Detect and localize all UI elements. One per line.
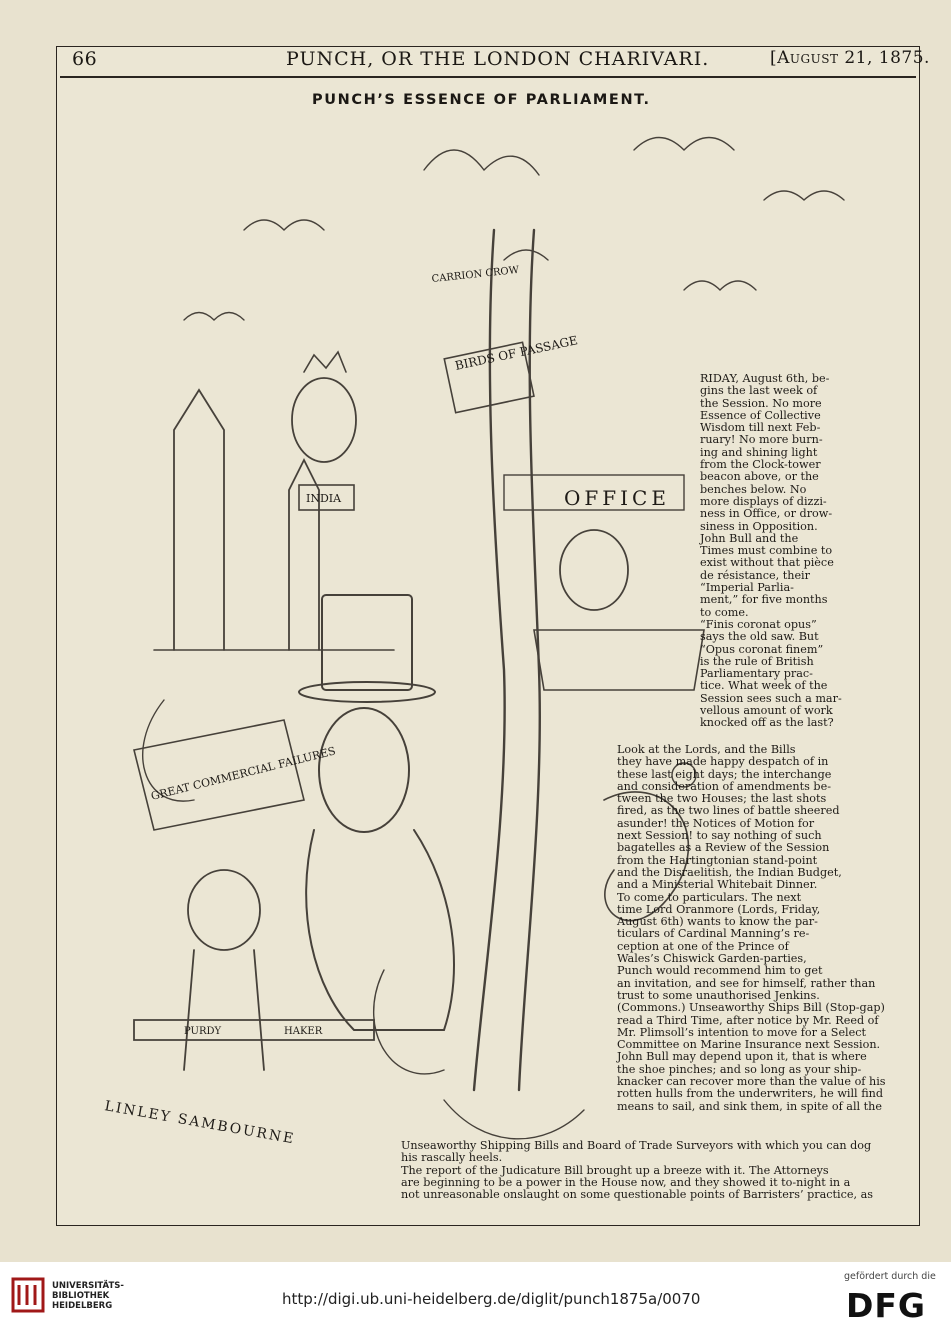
library-name: UNIVERSITÄTS- BIBLIOTHEK HEIDELBERG <box>52 1281 124 1311</box>
text-line: John Bull and the <box>700 531 799 545</box>
text-line: and consideration of amendments be- <box>617 779 831 793</box>
text-line: means to sail, and sink them, in spite of all the <box>617 1099 882 1113</box>
text-line: Mr. Plimsoll’s intention to move for a Select <box>617 1025 867 1039</box>
text-line: John Bull may depend upon it, that is where <box>617 1050 867 1064</box>
text-line: Look at the Lords, and the Bills <box>617 743 796 756</box>
article-headline: PUNCH’S ESSENCE OF PARLIAMENT. <box>312 92 651 108</box>
text-line: knacker can recover more than the value of his <box>617 1075 886 1089</box>
text-line: says the old saw. But <box>700 630 819 644</box>
text-line: “Finis coronat opus” <box>700 617 817 631</box>
text-line: bagatelles as a Review of the Session <box>617 841 830 855</box>
text-line: Unseaworthy Shipping Bills and Board of Trade Surveyors with which you can dog <box>401 1139 872 1152</box>
text-line: benches below. No <box>700 482 807 496</box>
text-line: asunder! the Notices of Motion for <box>617 816 815 830</box>
text-line: Times must combine to <box>700 544 833 558</box>
text-line: rotten hulls from the underwriters, he will find <box>617 1087 884 1101</box>
text-line: siness in Opposition. <box>700 519 818 533</box>
text-line: his rascally heels. <box>401 1151 503 1165</box>
label-carrion-crow: CARRION CROW <box>431 264 520 285</box>
artist-signature: LINLEY SAMBOURNE <box>103 1098 297 1148</box>
text-line: gins the last week of <box>700 384 818 398</box>
text-line: ception at one of the Prince of <box>617 939 789 953</box>
text-line: read a Third Time, after notice by Mr. Reed of <box>617 1013 879 1027</box>
text-column-bottom <box>401 1140 921 1201</box>
text-line: they have made happy despatch of in <box>617 755 829 769</box>
label-india: INDIA <box>306 492 342 505</box>
text-line: from the Clock-tower <box>700 458 821 472</box>
text-line: an invitation, and see for himself, rather than <box>617 976 876 990</box>
text-line: (Commons.) Unseaworthy Ships Bill (Stop-gap) <box>617 1001 885 1015</box>
text-column-right <box>700 373 914 730</box>
text-line: vellous amount of work <box>700 704 833 718</box>
label-birds-of-passage: BIRDS OF PASSAGE <box>453 333 579 373</box>
text-line: to come. <box>700 605 749 619</box>
library-seal-icon <box>11 1277 45 1313</box>
text-line: August 6th) wants to know the par- <box>617 915 818 929</box>
label-failures: GREAT COMMERCIAL FAILURES <box>149 744 337 803</box>
text-line: the Session. No more <box>700 396 822 410</box>
text-line: de résistance, their <box>700 568 810 582</box>
text-line: are beginning to be a power in the House now, and they showed it to-night in a <box>401 1175 851 1189</box>
text-line: trust to some unauthorised Jenkins. <box>617 988 820 1002</box>
text-line: next Session! to say nothing of such <box>617 829 822 843</box>
page-number: 66 <box>72 48 98 70</box>
masthead-title: PUNCH, OR THE LONDON CHARIVARI. <box>286 48 710 70</box>
text-line: the shoe pinches; and so long as your ship- <box>617 1062 862 1076</box>
text-line: Wales’s Chiswick Garden-parties, <box>617 952 807 966</box>
text-line: “Opus coronat finem” <box>700 642 824 656</box>
text-line: To come to particulars. The next <box>617 890 802 904</box>
text-line: Essence of Collective <box>700 408 821 422</box>
text-column-wide <box>617 744 917 1113</box>
label-office: OFFICE <box>564 486 670 510</box>
dfg-logo: DFG <box>846 1286 927 1325</box>
text-line: tween the two Houses; the last shots <box>617 792 827 806</box>
source-url-link[interactable]: http://digi.ub.uni-heidelberg.de/diglit/punch1875a/0070 <box>282 1290 701 1308</box>
text-line: RIDAY, August 6th, be- <box>700 372 830 385</box>
text-line: Committee on Marine Insurance next Session. <box>617 1038 881 1052</box>
text-line: these last eight days; the interchange <box>617 767 832 781</box>
issue-date: [August 21, 1875. <box>770 48 930 68</box>
header-rule <box>60 76 916 78</box>
text-line: fired, as the two lines of battle sheered <box>617 804 840 818</box>
text-line: knocked off as the last? <box>700 716 834 730</box>
text-line: “Imperial Parlia- <box>700 581 794 595</box>
text-line: tice. What week of the <box>700 679 828 693</box>
text-line: more displays of dizzi- <box>700 494 827 508</box>
text-line: ing and shining light <box>700 445 818 459</box>
text-line: and the Disraelitish, the Indian Budget, <box>617 865 842 879</box>
text-line: ticulars of Cardinal Manning’s re- <box>617 927 810 941</box>
text-line: The report of the Judicature Bill brought up a breeze with it. The Attorneys <box>401 1163 829 1177</box>
text-line: not unreasonable onslaught on some questionable points of Barristers’ practice, as <box>401 1188 874 1202</box>
text-line: from the Hartingtonian stand-point <box>617 853 818 867</box>
text-line: and a Ministerial Whitebait Dinner. <box>617 878 818 892</box>
text-line: is the rule of British <box>700 654 814 668</box>
text-line: Session sees such a mar- <box>700 691 842 705</box>
text-line: Wisdom till next Feb- <box>700 421 821 435</box>
text-line: ment,” for five months <box>700 593 828 607</box>
text-line: Parliamentary prac- <box>700 667 813 681</box>
text-line: ruary! No more burn- <box>700 433 823 447</box>
text-line: exist without that pièce <box>700 556 834 570</box>
text-line: beacon above, or the <box>700 470 819 484</box>
label-haker: HAKER <box>284 1026 323 1037</box>
text-line: ness in Office, or drow- <box>700 507 833 521</box>
text-line: Punch would recommend him to get <box>617 964 823 978</box>
funding-label: gefördert durch die <box>844 1271 936 1282</box>
label-purdy: PURDY <box>184 1026 222 1037</box>
text-line: time Lord Oranmore (Lords, Friday, <box>617 902 821 916</box>
